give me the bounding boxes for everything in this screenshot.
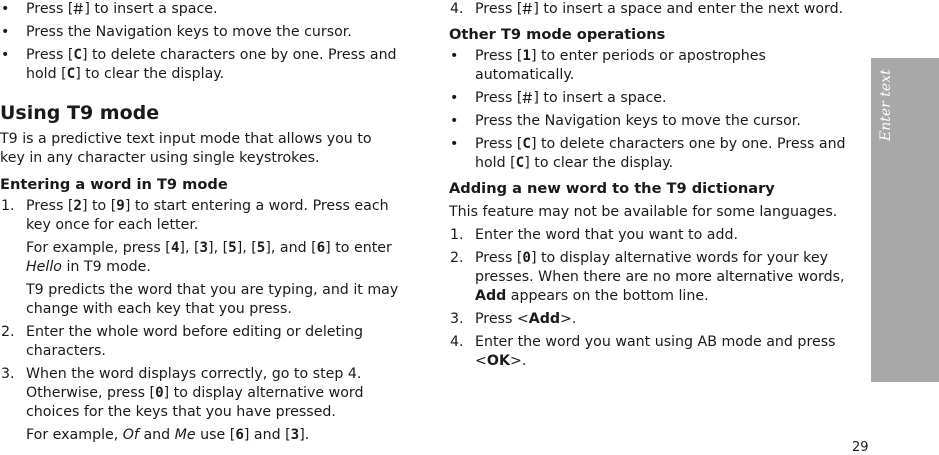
list-item: • Press [C] to delete characters one by one. Press and hold [C] to clear the display. [0, 46, 400, 84]
subheading: Entering a word in T9 mode [0, 176, 228, 193]
dict-step-4: 4. Enter the word you want using AB mode and press <OK>. [450, 334, 836, 369]
intro-paragraph: T9 is a predictive text input mode that allows you to key in any character using single keystrokes. [0, 131, 372, 166]
step-3-example: For example, Of and Me use [6] and [3]. [26, 427, 310, 443]
dict-step-2: 2. Press [0] to display alternative words for your key presses. When there are no more alternative words, Add appears on the bottom line. [450, 250, 845, 304]
subheading: Other T9 mode operations [449, 26, 666, 43]
list-item: • Press the Navigation keys to move the cursor. [0, 23, 400, 42]
subheading: Adding a new word to the T9 dictionary [449, 180, 775, 197]
right-column [449, 0, 859, 375]
list-item: • Press the Navigation keys to move the cursor. [449, 112, 859, 131]
step-4: 4. Press [ ] to insert a space and enter the next word. [450, 1, 844, 17]
dict-step-3: 3. Press <Add>. [450, 311, 577, 327]
hash-key-icon [522, 91, 533, 104]
list-item: • Press [1] to enter periods or apostrophes automatically. [449, 47, 859, 85]
section-heading: Using T9 mode [0, 102, 160, 124]
hash-key-icon [522, 2, 533, 15]
page-number: 29 [852, 440, 869, 455]
dict-step-1: 1. Enter the word that you want to add. [450, 227, 738, 243]
intro-paragraph: This feature may not be available for some languages. [449, 204, 838, 220]
step-3: 3. When the word displays correctly, go to step 4. Otherwise, press [0] to display alternative word choices for the keys that you have pressed. [1, 366, 364, 420]
list-item: • Press [C] to delete characters one by one. Press and hold [C] to clear the display. [449, 135, 859, 173]
hash-key-icon [73, 2, 84, 15]
list-item: • Press [ ] to insert a space. [0, 0, 400, 19]
step-1-note: T9 predicts the word that you are typing, and it may change with each key that you press. [26, 282, 399, 317]
step-1-example: For example, press [4], [3], [5], [5], and [6] to enter Hello in T9 mode. [26, 240, 392, 275]
list-item: • Press [ ] to insert a space. [449, 89, 859, 108]
section-tab-label: Enter text [878, 69, 894, 141]
left-column [0, 0, 400, 449]
step-1: 1. Press [2] to [9] to start entering a word. Press each key once for each letter. [1, 198, 389, 233]
step-2: 2. Enter the whole word before editing or deleting characters. [1, 324, 364, 359]
